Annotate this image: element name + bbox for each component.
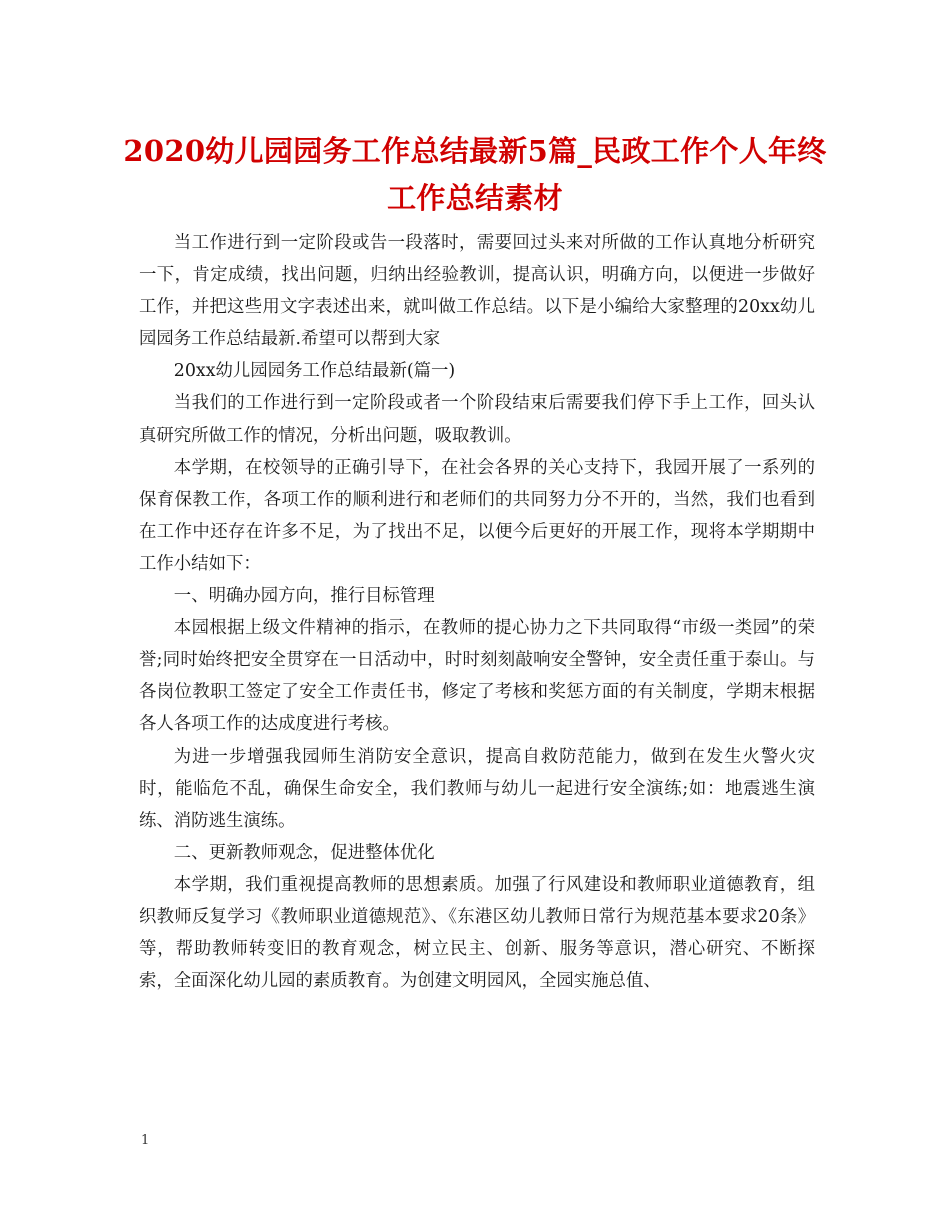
body-paragraph: 为进一步增强我园师生消防安全意识，提高自救防范能力，做到在发生火警火灾时，能临危不乱，确保生命安全，我们教师与幼儿一起进行安全演练;如：地震逃生演练、消防逃生演练。 [139,746,815,831]
section-heading-part-one: 20xx幼儿园园务工作总结最新(篇一) [173,361,456,382]
title-line-2: 工作总结素材 [387,181,563,215]
document-body [139,227,815,997]
page-title [100,128,850,222]
section-heading-2: 二、更新教师观念，促进整体优化 [173,842,435,863]
body-paragraph: 当我们的工作进行到一定阶段或者一个阶段结束后需要我们停下手上工作，回头认真研究所做工作的情况，分析出问题，吸取教训。 [139,393,815,446]
body-paragraph: 本学期，我们重视提高教师的思想素质。加强了行风建设和教师职业道德教育，组织教师反复学习《教师职业道德规范》、《东港区幼儿教师日常行为规范基本要求20条》等，帮助教师转变旧的教育观念，树立民主、创新、服务等意识，潜心研究、不断探索，全面深化幼儿园的素质教育。为创建文明园风，全园实施总值、 [139,874,815,992]
body-paragraph: 本学期，在校领导的正确引导下，在社会各界的关心支持下，我园开展了一系列的保育保教工作，各项工作的顺利进行和老师们的共同努力分不开的，当然，我们也看到在工作中还存在许多不足，为了找出不足，以便今后更好的开展工作，现将本学期期中工作小结如下： [139,457,815,574]
title-line-1: 2020幼儿园园务工作总结最新5篇_民政工作个人年终 [123,134,827,168]
body-paragraph: 本园根据上级文件精神的指示，在教师的提心协力之下共同取得“市级一类园”的荣誉;同时始终把安全贯穿在一日活动中，时时刻刻敲响安全警钟，安全责任重于泰山。与各岗位教职工签定了安全工作责任书，修定了考核和奖惩方面的有关制度，学期末根据各人各项工作的达成度进行考核。 [139,618,815,735]
section-heading-1: 一、明确办园方向，推行目标管理 [173,586,435,607]
page-number: 1 [141,1133,150,1148]
intro-paragraph: 当工作进行到一定阶段或告一段落时，需要回过头来对所做的工作认真地分析研究一下，肯定成绩，找出问题，归纳出经验教训，提高认识，明确方向，以便进一步做好工作，并把这些用文字表述出来，就叫做工作总结。以下是小编给大家整理的20xx幼儿园园务工作总结最新.希望可以帮到大家 [139,233,815,350]
